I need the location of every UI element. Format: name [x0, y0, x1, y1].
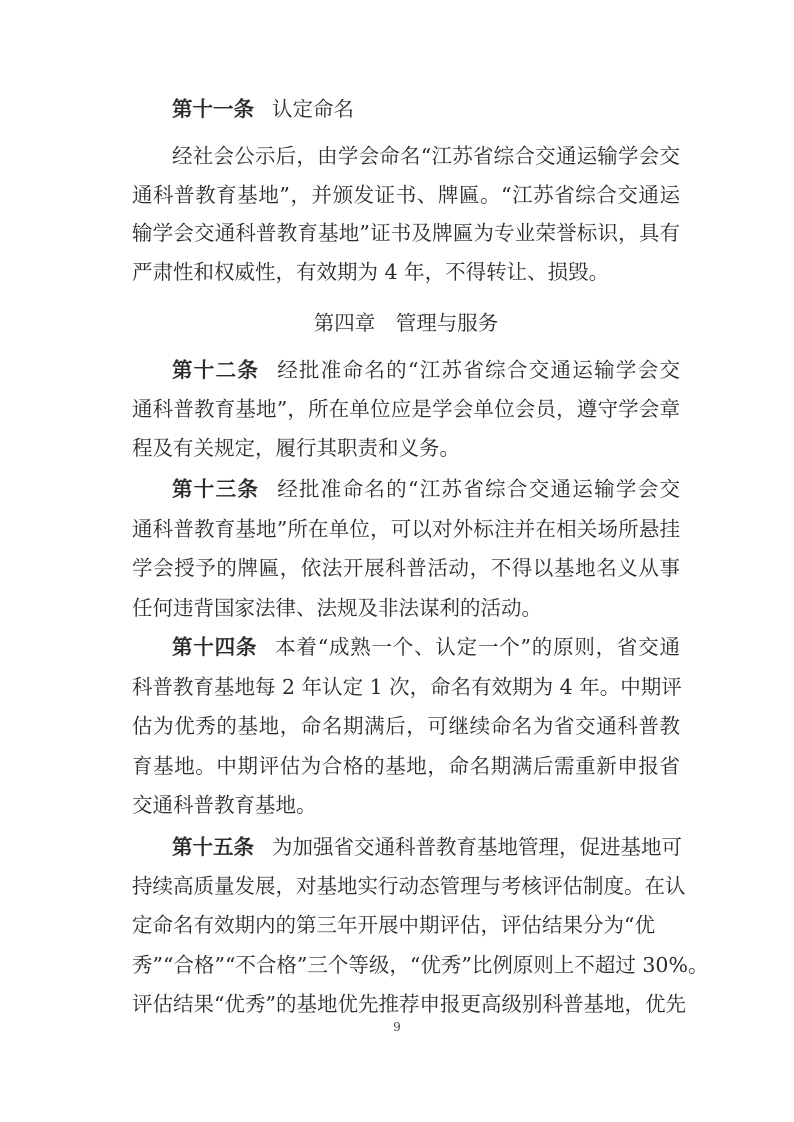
article-12-line-3: 程及有关规定，履行其职责和义务。: [132, 436, 460, 460]
article-14-label: 第十四条: [172, 635, 258, 659]
article-15-line-5: 评估结果“优秀”的基地优先推荐申报更高级别科普基地，优先: [132, 992, 686, 1016]
article-15-line-3: 定命名有效期内的第三年开展中期评估，评估结果分为“优: [132, 913, 655, 937]
article-12-line-2: 通科普教育基地”，所在单位应是学会单位会员，遵守学会章: [132, 397, 680, 421]
article-11-label: 第十一条: [172, 97, 254, 121]
article-13-label: 第十三条: [172, 477, 260, 501]
article-12-first-text: 经批准命名的“江苏省综合交通运输学会交: [277, 358, 680, 382]
article-15-first-text: 为加强省交通科普教育基地管理，促进基地可: [272, 835, 682, 859]
article-14-line-2: 科普教育基地每 2 年认定 1 次，命名有效期为 4 年。中期评: [132, 675, 682, 699]
article-11-heading: [172, 96, 680, 122]
article-11-line-2: 通科普教育基地”，并颁发证书、牌匾。“江苏省综合交通运: [132, 183, 680, 207]
article-15-line-2: 持续高质量发展，对基地实行动态管理与考核评估制度。在认: [132, 874, 686, 898]
article-15-line-1: [172, 834, 680, 860]
article-15-label: 第十五条: [172, 835, 254, 859]
article-11-line-1: 经社会公示后，由学会命名“江苏省综合交通运输学会交: [172, 144, 680, 168]
article-13-line-3: 学会授予的牌匾，依法开展科普活动，不得以基地名义从事: [132, 556, 680, 580]
article-14-line-4: 育基地。中期评估为合格的基地，命名期满后需重新申报省: [132, 754, 680, 778]
article-11-line-3: 输学会交通科普教育基地”证书及牌匾为专业荣誉标识，具有: [132, 221, 680, 245]
article-14-line-5: 交通科普教育基地。: [132, 793, 317, 817]
article-11-title: 认定命名: [272, 97, 354, 121]
article-14-first-text: 本着“成熟一个、认定一个”的原则，省交通: [275, 635, 680, 659]
article-13-line-1: [172, 476, 680, 502]
chapter-heading: 第四章 管理与服务: [313, 311, 499, 335]
article-13-line-4: 任何违背国家法律、法规及非法谋利的活动。: [132, 596, 542, 620]
article-14-line-1: [172, 634, 680, 660]
article-12-line-1: [172, 357, 680, 383]
article-12-label: 第十二条: [172, 358, 260, 382]
article-13-first-text: 经批准命名的“江苏省综合交通运输学会交: [277, 477, 680, 501]
article-11-line-4: 严肃性和权威性，有效期为 4 年，不得转让、损毁。: [132, 260, 610, 284]
article-13-line-2: 通科普教育基地”所在单位，可以对外标注并在相关场所悬挂: [132, 517, 680, 541]
article-15-line-4: 秀”“合格”“不合格”三个等级，“优秀”比例原则上不超过 30%。: [132, 953, 709, 977]
article-14-line-3: 估为优秀的基地，命名期满后，可继续命名为省交通科普教: [132, 714, 680, 738]
page-number: 9: [393, 1020, 401, 1034]
